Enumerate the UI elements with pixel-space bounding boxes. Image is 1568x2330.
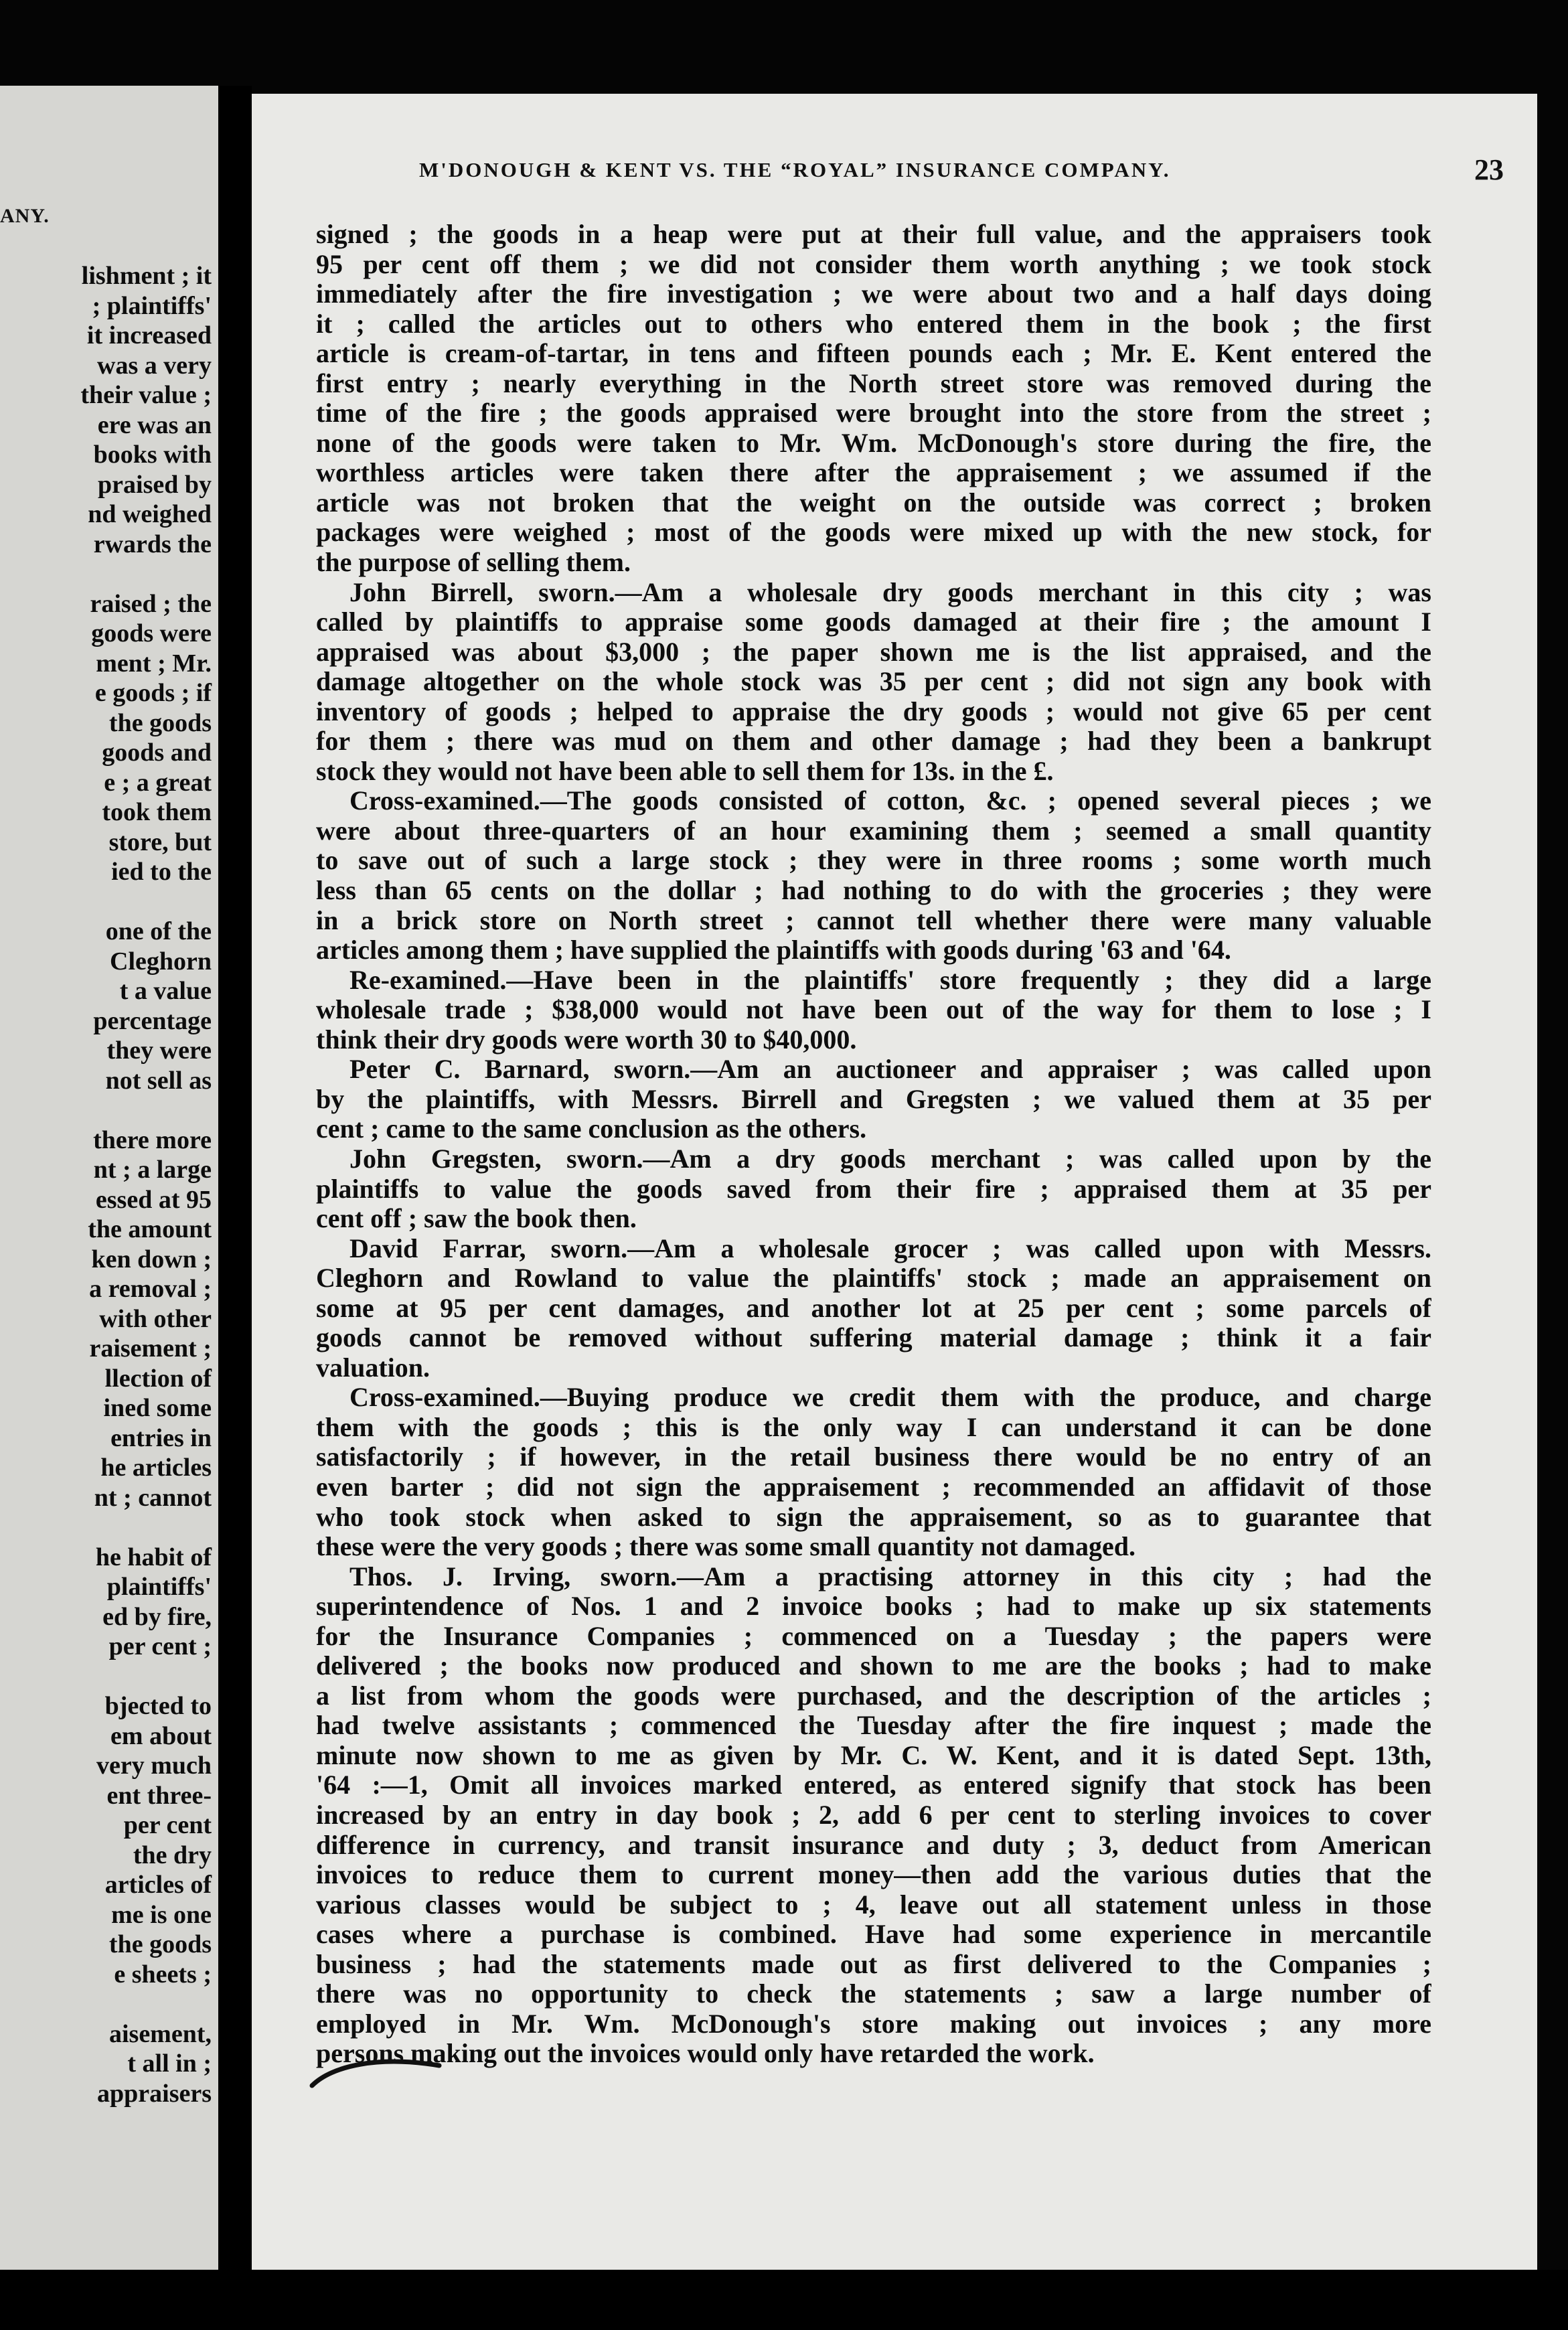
text-line: think their dry goods were worth 30 to $40,000. — [316, 1024, 857, 1055]
left-page-line: ken down ; — [91, 1245, 212, 1273]
text-line: John Birrell, sworn.—Am a wholesale dry goods merchant in this city ; was — [349, 577, 1431, 607]
left-page-line: nt ; a large — [93, 1156, 212, 1184]
text-line: for them ; there was mud on them and other damage ; had they been a bankrupt — [316, 726, 1431, 757]
left-page-line: it increased — [86, 321, 212, 350]
left-page-line: t all in ; — [127, 2049, 212, 2078]
left-page-line: llection of — [104, 1364, 212, 1393]
text-line: a list from whom the goods were purchased, and the description of the articles ; — [316, 1681, 1431, 1711]
text-line: Cleghorn and Rowland to value the plaintiffs' stock ; made an appraisement on — [316, 1263, 1431, 1294]
text-line: these were the very goods ; there was some small quantity not damaged. — [316, 1532, 1135, 1562]
left-page-line: goods were — [91, 619, 212, 647]
text-line: appraised was about $3,000 ; the paper shown me is the list appraised, and the — [316, 637, 1431, 667]
text-line: in a brick store on North street ; cannot tell whether there were many valuable — [316, 905, 1431, 935]
text-line: to save out of such a large stock ; they were in three rooms ; some worth much — [316, 846, 1431, 876]
left-page-line: store, but — [108, 828, 212, 856]
text-line: time of the fire ; the goods appraised were brought into the store from the street ; — [316, 398, 1431, 429]
left-page-line: ment ; Mr. — [96, 649, 212, 678]
left-page-line: raisement ; — [89, 1334, 212, 1363]
left-page-line: em about — [110, 1721, 212, 1750]
text-line: delivered ; the books now produced and shown to me are the books ; had to make — [316, 1651, 1431, 1681]
left-page-line: the dry — [133, 1841, 212, 1869]
left-page-line: me is one — [111, 1900, 212, 1929]
text-line: for the Insurance Companies ; commenced on a Tuesday ; the papers were — [316, 1621, 1431, 1651]
left-page-line: the amount — [88, 1215, 212, 1243]
left-page-line: appraisers — [97, 2079, 212, 2108]
text-line: '64 :—1, Omit all invoices marked entered, as entered signify that stock has been — [316, 1770, 1431, 1800]
left-page-line: a removal ; — [89, 1275, 212, 1303]
left-page-line: percentage — [93, 1006, 212, 1035]
left-page-header: ANY. — [0, 205, 50, 227]
text-line: cent ; came to the same conclusion as the others. — [316, 1114, 867, 1144]
left-page-line: was a very — [97, 351, 212, 380]
left-page-line: goods and — [102, 739, 212, 767]
left-page-line: essed at 95 — [95, 1185, 212, 1214]
left-page-line: nd weighed — [88, 500, 212, 528]
left-facing-page — [0, 86, 218, 2270]
text-line: business ; had the statements made out as first delivered to the Companies ; — [316, 1949, 1431, 1979]
text-line: wholesale trade ; $38,000 would not have been out of the way for them to lose ; I — [316, 995, 1431, 1025]
page-gutter — [218, 86, 252, 2270]
text-line: immediately after the fire investigation ; we were about two and a half days doing — [316, 279, 1431, 309]
text-line: packages were weighed ; most of the goods were mixed up with the new stock, for — [316, 518, 1431, 548]
text-line: persons making out the invoices would only have retarded the work. — [316, 2039, 1095, 2069]
left-page-line: entries in — [110, 1423, 212, 1452]
left-page-line: praised by — [98, 470, 212, 499]
text-line: Re-examined.—Have been in the plaintiffs' store frequently ; they did a large — [349, 965, 1431, 995]
left-page-line: ed by fire, — [102, 1602, 212, 1631]
running-title: M'DONOUGH & KENT VS. THE “ROYAL” INSURANCE COMPANY. — [419, 158, 1171, 181]
text-line: first entry ; nearly everything in the North street store was removed during the — [316, 368, 1431, 398]
text-line: plaintiffs to value the goods saved from their fire ; appraised them at 35 per — [316, 1174, 1431, 1204]
text-line: stock they would not have been able to sell them for 13s. in the £. — [316, 756, 1054, 786]
text-line: called by plaintiffs to appraise some goods damaged at their fire ; the amount I — [316, 607, 1431, 637]
left-page-line: aisement, — [108, 2019, 212, 2048]
left-page-line: ere was an — [97, 410, 212, 439]
left-page-line: e sheets ; — [114, 1960, 212, 1989]
text-line: invoices to reduce them to current money—then add the various duties that the — [316, 1860, 1431, 1890]
left-page-line: very much — [96, 1752, 212, 1780]
text-line: there was no opportunity to check the statements ; saw a large number of — [316, 1979, 1431, 2009]
text-line: had twelve assistants ; commenced the Tuesday after the fire inquest ; made the — [316, 1711, 1431, 1741]
text-line: cent off ; saw the book then. — [316, 1204, 637, 1234]
page-header — [419, 153, 1504, 193]
left-page-line: their value ; — [80, 381, 212, 409]
left-page-line: the goods — [108, 1930, 212, 1958]
left-page-line: not sell as — [105, 1066, 212, 1095]
left-page-line: they were — [106, 1036, 212, 1065]
text-line: them with the goods ; this is the only way I can understand it can be done — [316, 1412, 1431, 1442]
text-line: various classes would be subject to ; 4, leave out all statement unless in those — [316, 1889, 1431, 1920]
left-page-line: lishment ; it — [81, 262, 212, 290]
text-line: Peter C. Barnard, sworn.—Am an auctioneer and appraiser ; was called upon — [349, 1055, 1431, 1085]
left-page-line: the goods — [108, 708, 212, 737]
text-line: less than 65 cents on the dollar ; had nothing to do with the groceries ; they were — [316, 876, 1431, 906]
left-page-line: ied to the — [111, 858, 212, 886]
text-line: who took stock when asked to sign the appraisement, so as to guarantee that — [316, 1502, 1431, 1532]
text-line: satisfactorily ; if however, in the retail business there would be no entry of an — [316, 1442, 1431, 1472]
text-line: goods cannot be removed without suffering material damage ; think it a fair — [316, 1323, 1431, 1353]
page-number: 23 — [1474, 153, 1504, 186]
text-line: worthless articles were taken there after the appraisement ; we assumed if the — [316, 458, 1431, 488]
left-page-line: nt ; cannot — [94, 1483, 212, 1512]
text-line: none of the goods were taken to Mr. Wm. McDonough's store during the fire, the — [316, 428, 1431, 458]
left-page-line: plaintiffs' — [106, 1573, 212, 1601]
left-page-line: ent three- — [106, 1781, 212, 1810]
left-page-line: rwards the — [93, 530, 212, 558]
left-page-line: bjected to — [104, 1692, 212, 1720]
left-page-line: e ; a great — [104, 768, 212, 797]
left-page-line: raised ; the — [90, 589, 212, 618]
text-line: minute now shown to me as given by Mr. C. W. Kent, and it is dated Sept. 13th, — [316, 1740, 1431, 1770]
left-page-line: he articles — [100, 1454, 212, 1482]
left-page-text — [0, 261, 212, 2108]
left-page-line: one of the — [105, 917, 212, 945]
main-page — [252, 94, 1537, 2270]
text-line: were about three-quarters of an hour examining them ; seemed a small quantity — [316, 816, 1431, 846]
text-line: article was not broken that the weight on the outside was correct ; broken — [316, 487, 1431, 518]
text-line: article is cream-of-tartar, in tens and fifteen pounds each ; Mr. E. Kent entered the — [316, 339, 1431, 369]
text-line: Cross-examined.—Buying produce we credit them with the produce, and charge — [349, 1383, 1431, 1413]
text-line: cases where a purchase is combined. Have had some experience in mercantile — [316, 1920, 1431, 1950]
text-line: by the plaintiffs, with Messrs. Birrell and Gregsten ; we valued them at 35 per — [316, 1084, 1431, 1114]
left-page-line: e goods ; if — [94, 679, 212, 707]
text-line: superintendence of Nos. 1 and 2 invoice books ; had to make up six statements — [316, 1591, 1431, 1622]
left-page-line: per cent ; — [108, 1632, 212, 1660]
text-line: David Farrar, sworn.—Am a wholesale grocer ; was called upon with Messrs. — [349, 1233, 1431, 1263]
left-page-line: took them — [102, 798, 212, 826]
text-line: inventory of goods ; helped to appraise the dry goods ; would not give 65 per cent — [316, 696, 1431, 726]
left-page-line: t a value — [119, 977, 212, 1005]
left-page-line: articles of — [104, 1871, 212, 1899]
text-line: Cross-examined.—The goods consisted of cotton, &c. ; opened several pieces ; we — [349, 786, 1431, 816]
scan-border-bottom — [0, 2270, 1568, 2330]
left-page-line: ined some — [103, 1394, 212, 1422]
left-page-line: with other — [99, 1304, 212, 1333]
text-line: valuation. — [316, 1352, 430, 1383]
text-line: John Gregsten, sworn.—Am a dry goods merchant ; was called upon by the — [349, 1144, 1431, 1174]
left-page-line: there more — [93, 1125, 212, 1154]
left-page-line: ; plaintiffs' — [92, 291, 212, 320]
text-line: damage altogether on the whole stock was 35 per cent ; did not sign any book with — [316, 667, 1431, 697]
pen-stroke-mark — [305, 2052, 453, 2092]
left-page-line: Cleghorn — [110, 947, 212, 976]
body-text — [316, 220, 1431, 2069]
text-line: some at 95 per cent damages, and another lot at 25 per cent ; some parcels of — [316, 1293, 1431, 1323]
left-page-line: he habit of — [95, 1543, 212, 1571]
left-page-line: books with — [93, 441, 212, 469]
text-line: employed in Mr. Wm. McDonough's store making out invoices ; any more — [316, 2009, 1431, 2039]
text-line: 95 per cent off them ; we did not consider them worth anything ; we took stock — [316, 249, 1431, 279]
text-line: articles among them ; have supplied the plaintiffs with goods during '63 and '64. — [316, 935, 1231, 965]
text-line: increased by an entry in day book ; 2, add 6 per cent to sterling invoices to cover — [316, 1800, 1431, 1830]
text-line: even barter ; did not sign the appraisement ; recommended an affidavit of those — [316, 1472, 1431, 1502]
text-line: signed ; the goods in a heap were put at their full value, and the appraisers took — [316, 220, 1431, 249]
text-line: difference in currency, and transit insurance and duty ; 3, deduct from American — [316, 1830, 1431, 1860]
left-page-line: per cent — [123, 1811, 212, 1839]
text-line: Thos. J. Irving, sworn.—Am a practising attorney in this city ; had the — [349, 1561, 1431, 1591]
text-line: the purpose of selling them. — [316, 548, 631, 578]
text-line: it ; called the articles out to others who entered them in the book ; the first — [316, 309, 1431, 339]
